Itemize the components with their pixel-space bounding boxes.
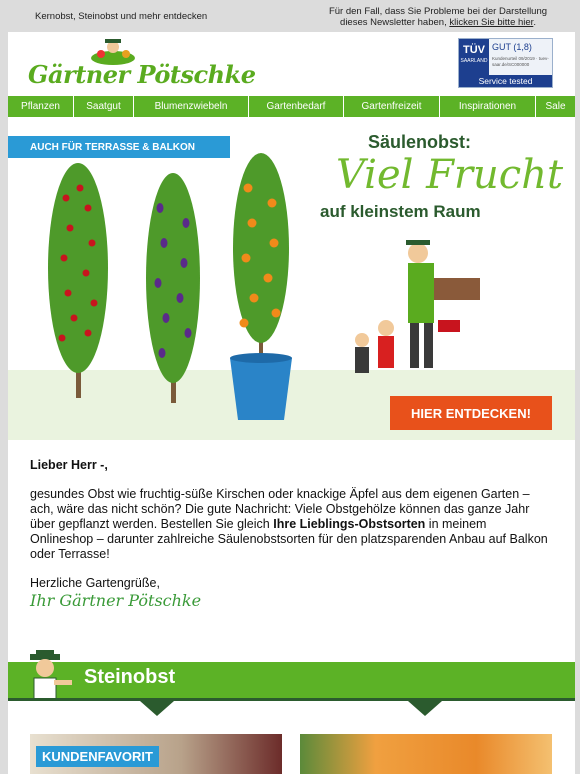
hero-banner[interactable] bbox=[8, 128, 575, 440]
section-arrow-right bbox=[408, 701, 442, 716]
tuv-detail: Kundenurteil 09/2019 · tuev-saar.de/SC000000 bbox=[492, 56, 549, 67]
tuv-brand-block bbox=[459, 39, 489, 77]
letter-highlight-link[interactable]: Ihre Lieblings-Obstsorten bbox=[273, 517, 426, 531]
letter-paragraph bbox=[30, 487, 550, 562]
plum-tree-icon bbox=[146, 173, 200, 403]
preheader-notice-line2: dieses Newsletter haben, bbox=[340, 17, 450, 28]
section-title: Steinobst bbox=[84, 666, 176, 688]
preheader-teaser: Kernobst, Steinobst und mehr entdecken bbox=[35, 11, 208, 22]
preheader-notice-end: . bbox=[533, 17, 536, 28]
tuv-brand: TÜV bbox=[463, 44, 485, 56]
signature: Ihr Gärtner Pötschke bbox=[30, 591, 202, 610]
nav-item-pflanzen[interactable]: Pflanzen bbox=[8, 96, 74, 117]
nav-item-gartenfreizeit[interactable]: Gartenfreizeit bbox=[344, 96, 440, 117]
tuv-service-label: Service tested bbox=[459, 75, 552, 87]
hero-title-line3: auf kleinstem Raum bbox=[320, 202, 481, 221]
greeting: Lieber Herr -, bbox=[30, 458, 108, 472]
apricot-tree-icon bbox=[230, 153, 292, 420]
tuv-seal[interactable] bbox=[458, 38, 553, 88]
nav-item-saatgut[interactable]: Saatgut bbox=[74, 96, 134, 117]
closing: Herzliche Gartengrüße, bbox=[30, 576, 160, 590]
hero-title-line1: Säulenobst: bbox=[368, 132, 472, 152]
nav-item-gartenbedarf[interactable]: Gartenbedarf bbox=[249, 96, 344, 117]
preheader-notice-line1: Für den Fall, dass Sie Probleme bei der Darstellung bbox=[328, 6, 548, 17]
logo[interactable] bbox=[28, 38, 256, 94]
logo-text: Gärtner Pötschke bbox=[28, 60, 256, 89]
nav-item-blumenzwiebeln[interactable]: Blumenzwiebeln bbox=[134, 96, 249, 117]
letter-text-part1: gesundes Obst wie fruchtig-süße Kirschen oder knackige Äpfel aus dem eigenen Garten – ach, wäre das nicht schön? Die gute Nachricht: Viele Obstgehölze können das ganze Jahr über gepflanzt werden. Bestellen Sie gleich bbox=[30, 487, 530, 531]
preheader-display-notice bbox=[323, 6, 553, 28]
tuv-grade: GUT (1,8) bbox=[492, 42, 532, 52]
section-arrow-left bbox=[140, 701, 174, 716]
view-in-browser-link[interactable]: klicken Sie bitte hier bbox=[449, 17, 534, 28]
gardener-pointing-icon bbox=[24, 650, 80, 702]
cherry-tree-icon bbox=[48, 163, 108, 398]
gardener-family-icon bbox=[355, 240, 480, 373]
hero-cta-button[interactable]: HIER ENTDECKEN! bbox=[390, 396, 552, 430]
main-nav bbox=[8, 96, 575, 117]
letter-text-part2: in meinem Onlineshop – darunter zahlreiche Säulenobstsorten für den platzsparenden Anbau auf Balkon oder Terrasse! bbox=[30, 517, 548, 561]
nav-item-sale[interactable]: Sale bbox=[545, 101, 566, 112]
preheader bbox=[8, 0, 574, 32]
hero-title-line2: Viel Frucht bbox=[336, 152, 564, 198]
nav-item-inspirationen[interactable]: Inspirationen bbox=[440, 96, 536, 117]
letter-body bbox=[30, 458, 550, 608]
newsletter-container bbox=[8, 32, 575, 774]
hero-badge: AUCH FÜR TERRASSE & BALKON bbox=[8, 136, 230, 158]
product-tile-apricot[interactable] bbox=[300, 734, 552, 774]
section-underline bbox=[8, 698, 575, 701]
product-tile-cherry[interactable] bbox=[30, 734, 282, 774]
tuv-region: SAARLAND bbox=[460, 58, 488, 64]
section-steinobst bbox=[8, 644, 575, 716]
customer-favorite-badge: KUNDENFAVORIT bbox=[36, 746, 159, 767]
